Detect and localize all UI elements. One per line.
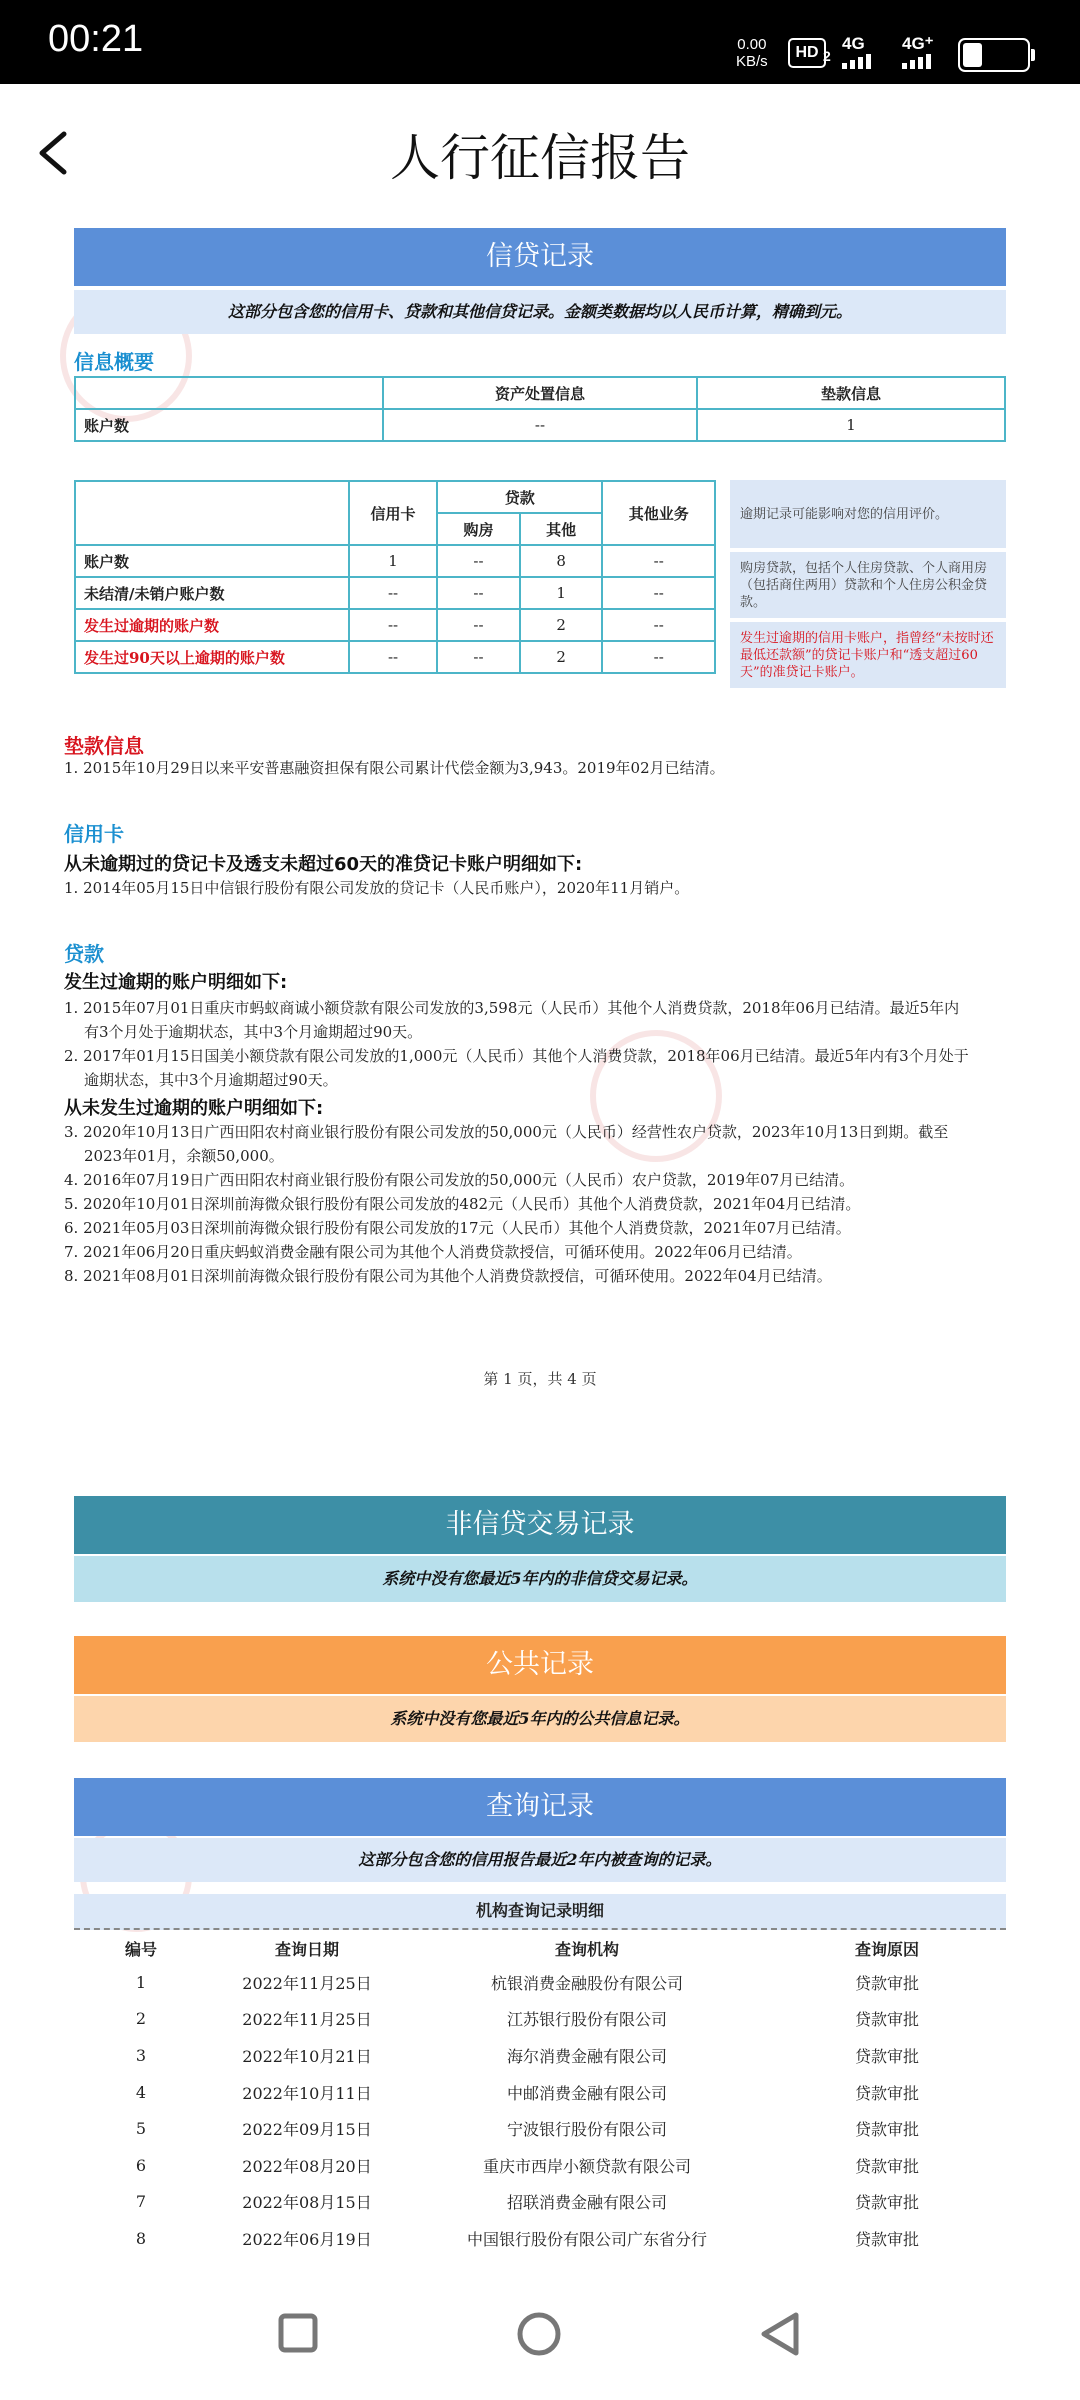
noncredit-text: 系统中没有您最近5年内的非信贷交易记录。: [74, 1556, 1006, 1602]
net-speed-value: 0.00: [737, 36, 767, 53]
square-icon: [278, 2313, 318, 2353]
t2-col-other-biz: 其他业务: [602, 481, 715, 545]
table-row: [74, 2184, 1006, 2221]
triangle-back-icon: [758, 2311, 802, 2357]
cell: 8: [135, 2228, 147, 2248]
advance-item: 1. 2015年10月29日以来平安普惠融资担保有限公司累计代偿金额为3,943。2019年02月已结清。: [64, 759, 725, 777]
net-speed-unit: KB/s: [736, 53, 768, 70]
cell: --: [437, 609, 520, 641]
cell: --: [437, 545, 520, 577]
t1-asset-value: --: [383, 409, 697, 441]
list-item: 2. 2017年01月15日国美小额贷款有限公司发放的1,000元（人民币）其他个人消费贷款，2018年06月已结清。最近5年内有3个月处于: [64, 1047, 969, 1065]
table-row: [74, 2147, 1006, 2184]
signal-2: [902, 34, 934, 69]
col-header: 查询原因: [854, 1939, 919, 1959]
cell: 2: [520, 641, 603, 673]
cell: 海尔消费金融有限公司: [506, 2046, 667, 2066]
hd-icon: [788, 38, 826, 68]
table-row: [74, 2037, 1006, 2074]
list-item: 2023年01月，余额50,000。: [84, 1147, 284, 1165]
cell: 贷款审批: [854, 2193, 919, 2213]
table-row: [75, 641, 715, 673]
row-label: 账户数: [75, 545, 349, 577]
t2-col-other-loan: 其他: [520, 513, 603, 545]
overview-title: 信息概要: [74, 350, 154, 374]
cell: 2022年11月25日: [242, 2010, 372, 2030]
cell: 贷款审批: [854, 2229, 919, 2249]
cell: 中国银行股份有限公司广东省分行: [466, 2229, 707, 2249]
row-label: 发生过逾期的账户数: [75, 609, 349, 641]
card-subtitle: 从未逾期过的贷记卡及透支未超过60天的准贷记卡账户明细如下:: [64, 854, 583, 875]
note-house-loan: 购房贷款，包括个人住房贷款、个人商用房（包括商住两用）贷款和个人住房公积金贷款。: [730, 552, 1006, 618]
cell: 2022年10月21日: [242, 2046, 372, 2066]
cell: --: [437, 577, 520, 609]
credit-subtitle: 这部分包含您的信用卡、贷款和其他信贷记录。金额类数据均以人民币计算，精确到元。: [74, 290, 1006, 334]
loan-overdue-subtitle: 发生过逾期的账户明细如下:: [64, 972, 288, 993]
note-overdue-card: 发生过逾期的信用卡账户，指曾经“未按时还最低还款额”的贷记卡账户和“透支超过60天”的准贷记卡账户。: [730, 622, 1006, 688]
cell: --: [349, 577, 437, 609]
t1-row-label: 账户数: [75, 409, 383, 441]
t1-col-advance: 垫款信息: [697, 377, 1005, 409]
table-row: [74, 2074, 1006, 2111]
note-overdue: 逾期记录可能影响对您的信用评价。: [730, 480, 1006, 548]
t2-col-house: 购房: [437, 513, 520, 545]
cell: 5: [135, 2119, 147, 2139]
public-banner: 公共记录: [74, 1636, 1006, 1694]
cell: 2022年09月15日: [242, 2120, 372, 2140]
cell: --: [602, 577, 715, 609]
list-item: 逾期状态，其中3个月逾期超过90天。: [84, 1071, 338, 1089]
loan-clean-subtitle: 从未发生过逾期的账户明细如下:: [64, 1098, 324, 1119]
cell: --: [349, 641, 437, 673]
cell: 1: [349, 545, 437, 577]
cell: 2022年08月15日: [242, 2193, 372, 2213]
signal-1-label: 4G: [842, 34, 865, 53]
cell: 1: [135, 1972, 147, 1992]
list-item: 3. 2020年10月13日广西田阳农村商业银行股份有限公司发放的50,000元（人民币）经营性农户贷款，2023年10月13日到期。截至: [64, 1123, 949, 1141]
cell: 贷款审批: [854, 2156, 919, 2176]
cell: 2: [135, 2009, 147, 2029]
cell: 2022年06月19日: [242, 2229, 372, 2249]
t1-advance-value: 1: [697, 409, 1005, 441]
loan-clean-list: [64, 1120, 1024, 1288]
cell: 招联消费金融有限公司: [506, 2193, 667, 2213]
cell: 4: [135, 2082, 147, 2102]
cell: --: [602, 609, 715, 641]
cell: 贷款审批: [854, 2046, 919, 2066]
list-item: 7. 2021年06月20日重庆蚂蚁消费金融有限公司为其他个人消费贷款授信，可循环使用。2022年06月已结清。: [64, 1243, 802, 1261]
cell: 3: [135, 2045, 147, 2065]
hd-sub: 2: [823, 48, 831, 64]
cell: 贷款审批: [854, 2083, 919, 2103]
credit-banner: 信贷记录: [74, 228, 1006, 286]
t2-corner: [75, 481, 349, 545]
col-header: 查询日期: [274, 1939, 339, 1959]
cell: --: [437, 641, 520, 673]
row-label: 发生过90天以上逾期的账户数: [75, 641, 349, 673]
cell: --: [602, 545, 715, 577]
battery-icon: [958, 38, 1030, 72]
back-nav-button[interactable]: [758, 2311, 802, 2357]
noncredit-banner: 非信贷交易记录: [74, 1496, 1006, 1554]
signal-1: [842, 34, 871, 69]
advance-title: 垫款信息: [64, 734, 144, 758]
table-row: [75, 577, 715, 609]
cell: --: [602, 641, 715, 673]
cell: 2022年10月11日: [242, 2083, 372, 2103]
t2-col-loan: 贷款: [437, 481, 602, 513]
cell: --: [349, 609, 437, 641]
loan-title: 贷款: [64, 942, 104, 966]
table-row: [74, 2110, 1006, 2147]
cell: 8: [520, 545, 603, 577]
query-subtitle: 这部分包含您的信用报告最近2年内被查询的记录。: [74, 1838, 1006, 1882]
list-item: 8. 2021年08月01日深圳前海微众银行股份有限公司为其他个人消费贷款授信，可循环使用。2022年04月已结清。: [64, 1267, 832, 1285]
table-row: [74, 1964, 1006, 2001]
recent-apps-button[interactable]: [278, 2313, 318, 2353]
cell: 江苏银行股份有限公司: [506, 2010, 667, 2030]
query-table-title: 机构查询记录明细: [74, 1894, 1006, 1930]
home-button[interactable]: [516, 2311, 562, 2357]
cell: 宁波银行股份有限公司: [506, 2120, 667, 2140]
col-header: 编号: [124, 1939, 157, 1959]
cell: 贷款审批: [854, 1973, 919, 1993]
card-title: 信用卡: [64, 822, 124, 846]
signal-1-icon: [842, 54, 871, 69]
circle-icon: [516, 2311, 562, 2357]
list-item: 4. 2016年07月19日广西田阳农村商业银行股份有限公司发放的50,000元（人民币）农户贷款，2019年07月已结清。: [64, 1171, 855, 1189]
query-table-header: [74, 1932, 1006, 1964]
list-item: 6. 2021年05月03日深圳前海微众银行股份有限公司发放的17元（人民币）其他个人消费贷款，2021年07月已结清。: [64, 1219, 851, 1237]
table-row: [75, 545, 715, 577]
page-number: 第 1 页，共 4 页: [483, 1370, 597, 1388]
cell: 6: [135, 2155, 147, 2175]
query-table: [74, 1964, 1006, 2293]
signal-2-icon: [902, 54, 934, 69]
col-header: 查询机构: [554, 1939, 619, 1959]
list-item: 有3个月处于逾期状态，其中3个月逾期超过90天。: [84, 1023, 423, 1041]
t1-col-asset: 资产处置信息: [383, 377, 697, 409]
signal-2-label: 4G⁺: [902, 34, 934, 53]
table-row: [74, 2220, 1006, 2257]
public-text: 系统中没有您最近5年内的公共信息记录。: [74, 1696, 1006, 1742]
row-label: 未结清/未销户账户数: [75, 577, 349, 609]
loan-overdue-list: [64, 996, 1024, 1092]
query-banner: 查询记录: [74, 1778, 1006, 1836]
cell: 7: [135, 2192, 147, 2212]
cell: 杭银消费金融股份有限公司: [490, 1973, 683, 1993]
clock: 00:21: [48, 18, 144, 60]
card-item: 1. 2014年05月15日中信银行股份有限公司发放的贷记卡（人民币账户），2020年11月销户。: [64, 879, 690, 897]
cell: 贷款审批: [854, 2120, 919, 2140]
table-row: [75, 609, 715, 641]
cell: 2: [520, 609, 603, 641]
cell: 重庆市西岸小额贷款有限公司: [482, 2156, 691, 2176]
table-row: [74, 2001, 1006, 2038]
account-summary-table: [74, 480, 716, 674]
t1-corner: [75, 377, 383, 409]
overview-table: [74, 376, 1006, 442]
hd-label: HD: [795, 44, 819, 61]
system-nav-bar: [0, 2255, 1080, 2400]
cell: 贷款审批: [854, 2010, 919, 2030]
list-item: 1. 2015年07月01日重庆市蚂蚁商诚小额贷款有限公司发放的3,598元（人民币）其他个人消费贷款，2018年06月已结清。最近5年内: [64, 999, 960, 1017]
cell: 2022年11月25日: [242, 1973, 372, 1993]
status-bar: [0, 0, 1080, 84]
cell: 2022年08月20日: [242, 2156, 372, 2176]
net-speed: [736, 36, 768, 70]
page-title: 人行征信报告: [390, 129, 690, 187]
cell: 中邮消费金融有限公司: [506, 2083, 667, 2103]
t2-col-card: 信用卡: [349, 481, 437, 545]
battery-level: [963, 43, 982, 67]
cell: 1: [520, 577, 603, 609]
list-item: 5. 2020年10月01日深圳前海微众银行股份有限公司发放的482元（人民币）其他个人消费贷款，2021年04月已结清。: [64, 1195, 861, 1213]
